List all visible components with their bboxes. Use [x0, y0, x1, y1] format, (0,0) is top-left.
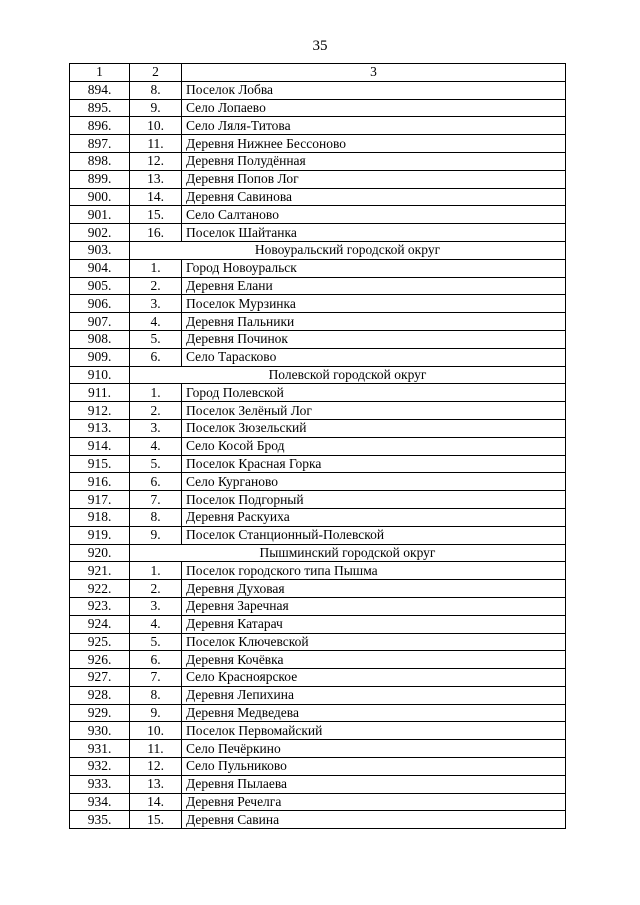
- row-index: 4.: [130, 437, 182, 455]
- table-row: [70, 526, 566, 544]
- table-row: [70, 224, 566, 242]
- row-index: 13.: [130, 170, 182, 188]
- row-number: 901.: [70, 206, 130, 224]
- settlement-name: Поселок Шайтанка: [182, 224, 566, 242]
- settlement-name: Поселок Лобва: [182, 81, 566, 99]
- table-row: [70, 384, 566, 402]
- row-index: 1.: [130, 384, 182, 402]
- row-index: 5.: [130, 455, 182, 473]
- row-number: 933.: [70, 775, 130, 793]
- settlement-name: Город Новоуральск: [182, 259, 566, 277]
- row-number: 935.: [70, 811, 130, 829]
- table-row: [70, 117, 566, 135]
- table-row: [70, 562, 566, 580]
- row-index: 1.: [130, 562, 182, 580]
- row-number: 908.: [70, 330, 130, 348]
- settlement-name: Поселок Зюзельский: [182, 419, 566, 437]
- settlement-name: Поселок Ключевской: [182, 633, 566, 651]
- settlement-name: Деревня Духовая: [182, 580, 566, 598]
- table-row: [70, 508, 566, 526]
- table-row: [70, 99, 566, 117]
- table-row: [70, 152, 566, 170]
- row-number: 929.: [70, 704, 130, 722]
- settlement-name: Деревня Медведева: [182, 704, 566, 722]
- row-number: 894.: [70, 81, 130, 99]
- table-row: [70, 419, 566, 437]
- section-row: [70, 241, 566, 259]
- row-index: 15.: [130, 811, 182, 829]
- row-number: 917.: [70, 491, 130, 509]
- row-index: 11.: [130, 740, 182, 758]
- table-row: [70, 330, 566, 348]
- settlement-name: Село Красноярское: [182, 669, 566, 687]
- row-index: 13.: [130, 775, 182, 793]
- table-row: [70, 402, 566, 420]
- table-row: [70, 348, 566, 366]
- row-index: 6.: [130, 651, 182, 669]
- row-index: 9.: [130, 99, 182, 117]
- row-index: 11.: [130, 135, 182, 153]
- row-number: 913.: [70, 419, 130, 437]
- row-index: 4.: [130, 313, 182, 331]
- row-index: 12.: [130, 758, 182, 776]
- row-number: 926.: [70, 651, 130, 669]
- row-number: 925.: [70, 633, 130, 651]
- row-index: 1.: [130, 259, 182, 277]
- row-number: 907.: [70, 313, 130, 331]
- row-number: 915.: [70, 455, 130, 473]
- row-number: 895.: [70, 99, 130, 117]
- row-number: 932.: [70, 758, 130, 776]
- row-number: 912.: [70, 402, 130, 420]
- settlement-name: Город Полевской: [182, 384, 566, 402]
- settlement-name: Село Печёркино: [182, 740, 566, 758]
- settlement-name: Село Лопаево: [182, 99, 566, 117]
- row-index: 9.: [130, 704, 182, 722]
- row-index: 7.: [130, 669, 182, 687]
- settlement-name: Село Тарасково: [182, 348, 566, 366]
- settlement-name: Поселок Зелёный Лог: [182, 402, 566, 420]
- settlement-name: Деревня Савина: [182, 811, 566, 829]
- settlement-name: Деревня Пылаева: [182, 775, 566, 793]
- row-number: 921.: [70, 562, 130, 580]
- settlement-name: Поселок Станционный-Полевской: [182, 526, 566, 544]
- row-index: 6.: [130, 473, 182, 491]
- row-number: 934.: [70, 793, 130, 811]
- row-index: 4.: [130, 615, 182, 633]
- row-number: 928.: [70, 686, 130, 704]
- row-index: 7.: [130, 491, 182, 509]
- settlement-name: Село Косой Брод: [182, 437, 566, 455]
- row-index: 8.: [130, 686, 182, 704]
- row-number: 918.: [70, 508, 130, 526]
- table-row: [70, 651, 566, 669]
- table-row: [70, 669, 566, 687]
- row-index: 16.: [130, 224, 182, 242]
- table-row: [70, 704, 566, 722]
- row-index: 3.: [130, 419, 182, 437]
- row-index: 2.: [130, 277, 182, 295]
- table-row: [70, 633, 566, 651]
- row-index: 2.: [130, 580, 182, 598]
- row-index: 10.: [130, 722, 182, 740]
- row-number: 896.: [70, 117, 130, 135]
- row-number: 914.: [70, 437, 130, 455]
- row-index: 10.: [130, 117, 182, 135]
- row-index: 14.: [130, 793, 182, 811]
- row-index: 2.: [130, 402, 182, 420]
- row-index: 9.: [130, 526, 182, 544]
- row-index: 5.: [130, 330, 182, 348]
- settlement-name: Деревня Речелга: [182, 793, 566, 811]
- settlement-name: Село Пульниково: [182, 758, 566, 776]
- settlement-name: Поселок Первомайский: [182, 722, 566, 740]
- table-row: [70, 135, 566, 153]
- row-index: 15.: [130, 206, 182, 224]
- column-header-1: 1: [70, 64, 130, 82]
- table-header-row: [70, 64, 566, 82]
- row-index: 3.: [130, 295, 182, 313]
- settlement-name: Деревня Елани: [182, 277, 566, 295]
- row-number: 919.: [70, 526, 130, 544]
- settlement-name: Деревня Савинова: [182, 188, 566, 206]
- settlement-name: Село Курганово: [182, 473, 566, 491]
- table-row: [70, 455, 566, 473]
- row-index: 14.: [130, 188, 182, 206]
- settlement-name: Поселок Мурзинка: [182, 295, 566, 313]
- row-number: 902.: [70, 224, 130, 242]
- table-row: [70, 686, 566, 704]
- settlement-name: Деревня Раскуиха: [182, 508, 566, 526]
- table-row: [70, 740, 566, 758]
- table-row: [70, 758, 566, 776]
- section-title: Новоуральский городской округ: [130, 241, 566, 259]
- settlement-name: Село Ляля-Титова: [182, 117, 566, 135]
- row-number: 910.: [70, 366, 130, 384]
- settlement-name: Деревня Нижнее Бессоново: [182, 135, 566, 153]
- row-number: 905.: [70, 277, 130, 295]
- row-number: 906.: [70, 295, 130, 313]
- row-number: 930.: [70, 722, 130, 740]
- row-number: 924.: [70, 615, 130, 633]
- table-row: [70, 259, 566, 277]
- table-row: [70, 793, 566, 811]
- row-index: 3.: [130, 597, 182, 615]
- settlement-name: Деревня Полудённая: [182, 152, 566, 170]
- row-number: 900.: [70, 188, 130, 206]
- section-title: Полевской городской округ: [130, 366, 566, 384]
- row-number: 897.: [70, 135, 130, 153]
- table-row: [70, 597, 566, 615]
- section-row: [70, 544, 566, 562]
- page-number: 35: [312, 38, 328, 54]
- table-row: [70, 437, 566, 455]
- table-row: [70, 170, 566, 188]
- settlement-name: Село Салтаново: [182, 206, 566, 224]
- settlements-table: [69, 63, 566, 829]
- row-index: 6.: [130, 348, 182, 366]
- table-row: [70, 188, 566, 206]
- section-row: [70, 366, 566, 384]
- section-title: Пышминский городской округ: [130, 544, 566, 562]
- settlement-name: Деревня Попов Лог: [182, 170, 566, 188]
- table-row: [70, 277, 566, 295]
- row-number: 931.: [70, 740, 130, 758]
- column-header-3: 3: [182, 64, 566, 82]
- table-row: [70, 615, 566, 633]
- table-row: [70, 313, 566, 331]
- table-row: [70, 473, 566, 491]
- column-header-2: 2: [130, 64, 182, 82]
- row-index: 5.: [130, 633, 182, 651]
- settlement-name: Деревня Кочёвка: [182, 651, 566, 669]
- settlement-name: Поселок Подгорный: [182, 491, 566, 509]
- settlement-name: Деревня Пальники: [182, 313, 566, 331]
- settlement-name: Деревня Катарач: [182, 615, 566, 633]
- settlement-name: Деревня Заречная: [182, 597, 566, 615]
- row-number: 916.: [70, 473, 130, 491]
- table-row: [70, 722, 566, 740]
- row-number: 903.: [70, 241, 130, 259]
- settlement-name: Поселок городского типа Пышма: [182, 562, 566, 580]
- row-number: 923.: [70, 597, 130, 615]
- table-row: [70, 206, 566, 224]
- settlements-table-body: [70, 64, 566, 829]
- table-row: [70, 580, 566, 598]
- row-number: 927.: [70, 669, 130, 687]
- row-number: 909.: [70, 348, 130, 366]
- settlement-name: Деревня Починок: [182, 330, 566, 348]
- row-index: 12.: [130, 152, 182, 170]
- row-index: 8.: [130, 508, 182, 526]
- table-row: [70, 775, 566, 793]
- table-row: [70, 81, 566, 99]
- table-row: [70, 295, 566, 313]
- row-index: 8.: [130, 81, 182, 99]
- row-number: 922.: [70, 580, 130, 598]
- table-row: [70, 491, 566, 509]
- row-number: 920.: [70, 544, 130, 562]
- table-row: [70, 811, 566, 829]
- row-number: 898.: [70, 152, 130, 170]
- row-number: 911.: [70, 384, 130, 402]
- row-number: 904.: [70, 259, 130, 277]
- settlement-name: Поселок Красная Горка: [182, 455, 566, 473]
- row-number: 899.: [70, 170, 130, 188]
- settlement-name: Деревня Лепихина: [182, 686, 566, 704]
